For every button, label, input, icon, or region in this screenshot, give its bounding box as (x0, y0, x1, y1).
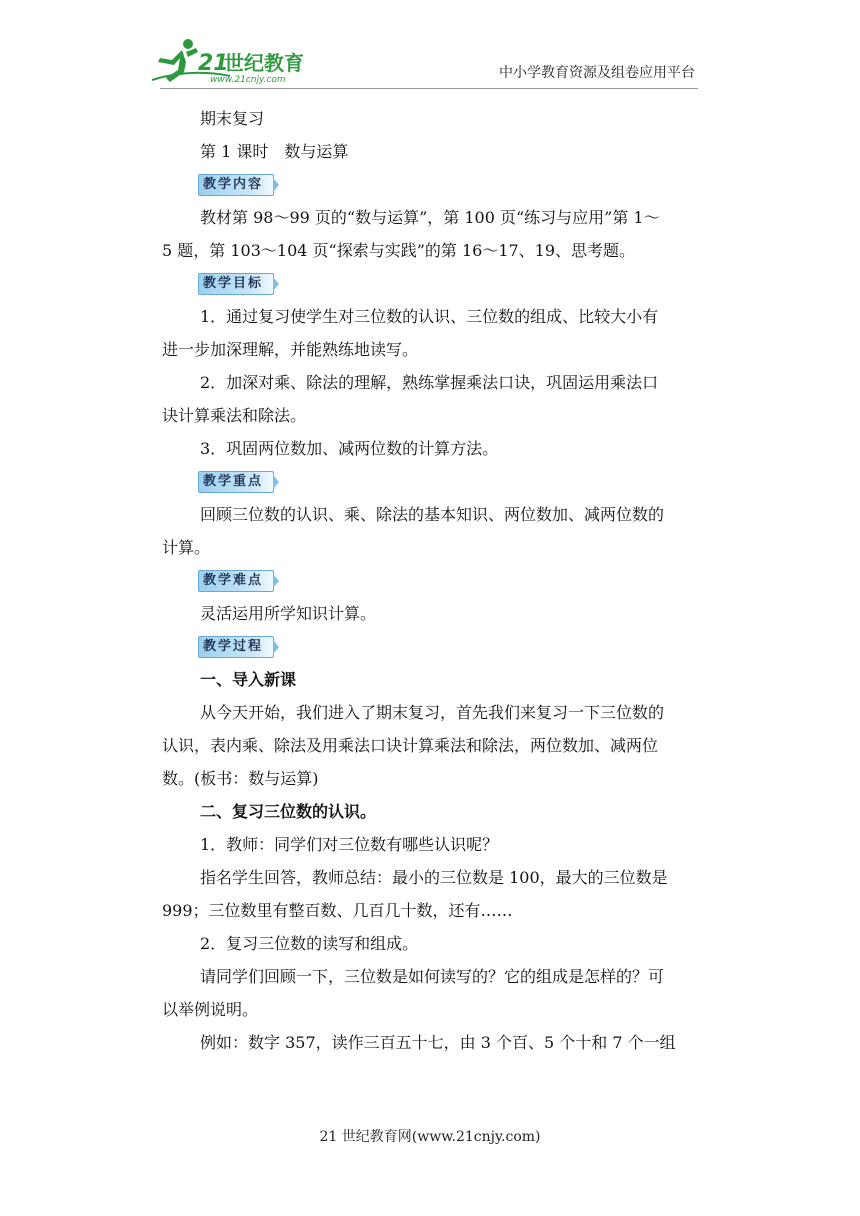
paragraph-line: 例如：数字 357，读作三百五十七，由 3 个百、5 个十和 7 个一组 (200, 1033, 676, 1052)
paragraph-line: 灵活运用所学知识计算。 (200, 604, 377, 623)
section-tag (162, 630, 698, 663)
paragraph-line: 数。(板书：数与运算) (162, 769, 319, 788)
paragraph-line: 2．加深对乘、除法的理解，熟练掌握乘法口诀，巩固运用乘法口 (200, 373, 659, 392)
section-tag-label: 教学重点 (198, 471, 274, 493)
paragraph-line: 999；三位数里有整百数、几百几十数，还有…… (162, 901, 513, 920)
document-body (162, 102, 698, 1059)
paragraph-line: 回顾三位数的认识、乘、除法的基本知识、两位数加、减两位数的 (200, 505, 665, 524)
section-tag-label: 教学目标 (198, 273, 274, 295)
section-tag (162, 267, 698, 300)
section-heading: 二、复习三位数的认识。 (200, 802, 377, 821)
section-tag-label: 教学内容 (198, 174, 274, 196)
section-tag-label: 教学过程 (198, 636, 274, 658)
section-tag (162, 564, 698, 597)
paragraph-line: 1．通过复习使学生对三位数的认识、三位数的组成、比较大小有 (200, 307, 659, 326)
section-tag-label: 教学难点 (198, 570, 274, 592)
paragraph-line: 从今天开始，我们进入了期末复习，首先我们来复习一下三位数的 (200, 703, 665, 722)
paragraph-line: 教材第 98～99 页的“数与运算”，第 100 页“练习与应用”第 1～ (200, 208, 660, 227)
page-footer: 21 世纪教育网(www.21cnjy.com) (319, 1129, 541, 1145)
paragraph-line: 以举例说明。 (162, 1000, 259, 1019)
paragraph-line: 诀计算乘法和除法。 (162, 406, 307, 425)
svg-text:世纪教育: 世纪教育 (224, 51, 304, 75)
svg-text:www.21cnjy.com: www.21cnjy.com (210, 75, 286, 85)
paragraph-line: 计算。 (162, 538, 211, 557)
section-tag (162, 465, 698, 498)
paragraph-line: 第 1 课时 数与运算 (200, 142, 349, 161)
paragraph-line: 进一步加深理解，并能熟练地读写。 (162, 340, 419, 359)
paragraph-line: 1．教师：同学们对三位数有哪些认识呢？ (200, 835, 499, 854)
paragraph-line: 2．复习三位数的读写和组成。 (200, 934, 419, 953)
site-logo (150, 38, 320, 86)
page-header (0, 0, 860, 90)
paragraph-line: 指名学生回答，教师总结：最小的三位数是 100，最大的三位数是 (200, 868, 668, 887)
svg-text:21: 21 (198, 51, 229, 76)
section-heading: 一、导入新课 (200, 670, 297, 689)
paragraph-line: 认识，表内乘、除法及用乘法口诀计算乘法和除法，两位数加、减两位 (162, 736, 659, 755)
section-tag (162, 168, 698, 201)
platform-name: 中小学教育资源及组卷应用平台 (499, 65, 695, 81)
header-divider (160, 88, 698, 89)
paragraph-line: 期末复习 (200, 109, 265, 128)
paragraph-line: 3．巩固两位数加、减两位数的计算方法。 (200, 439, 499, 458)
paragraph-line: 5 题，第 103～104 页“探索与实践”的第 16～17、19、思考题。 (162, 241, 636, 260)
paragraph-line: 请同学们回顾一下，三位数是如何读写的？它的组成是怎样的？可 (200, 967, 665, 986)
